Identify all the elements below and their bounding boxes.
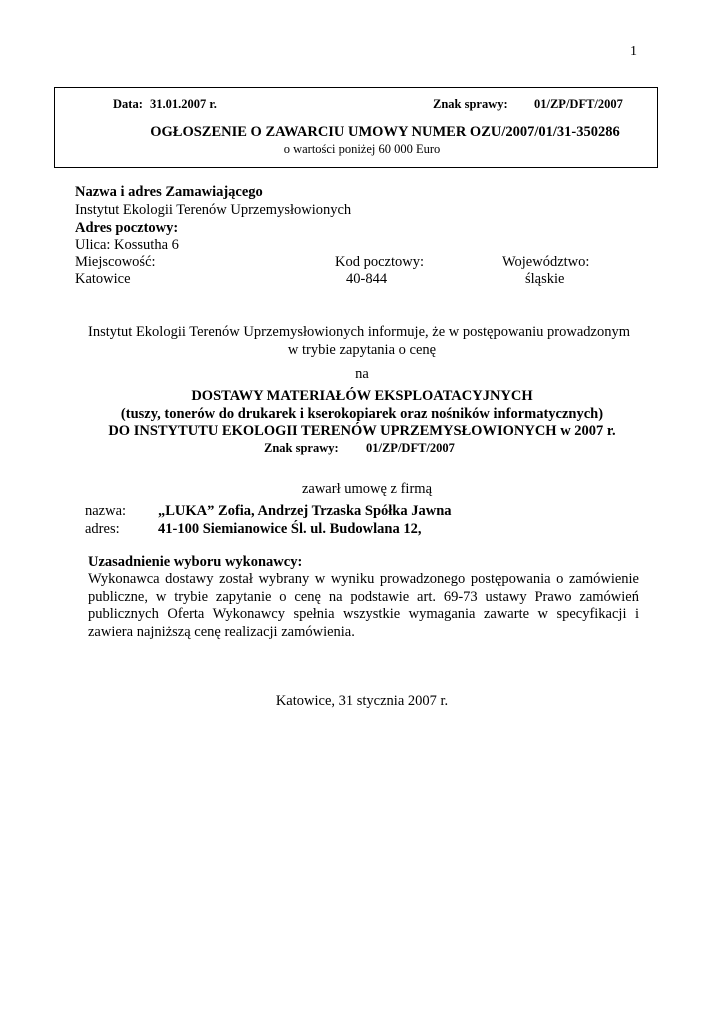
justification-line: Wykonawca dostawy został wybrany w wyniku prowadzonego postępowania o zamówienie	[88, 571, 639, 587]
page-number: 1	[630, 44, 637, 59]
justification-heading: Uzasadnienie wyboru wykonawcy:	[88, 554, 303, 570]
region-label: Województwo:	[502, 254, 590, 270]
postal-code: 40-844	[346, 271, 388, 287]
city: Katowice	[75, 271, 131, 287]
intro-line-1: Instytut Ekologii Terenów Uprzemysłowionych informuje, że w postępowaniu prowadzonym	[88, 324, 630, 340]
subject-line-2: (tuszy, tonerów do drukarek i kserokopiarek oraz nośników informatycznych)	[120, 406, 604, 422]
justification-line: zawiera najniższą cenę realizacji zamówienia.	[88, 624, 355, 641]
region: śląskie	[525, 271, 565, 287]
contractor-name-label: nazwa:	[85, 503, 127, 519]
notice-title: OGŁOSZENIE O ZAWARCIU UMOWY NUMER OZU/2007/01/31-350286	[150, 124, 620, 140]
justification-line: publicznych Oferta Wykonawcy spełnia wszystkie wymagania zawarte w specyfikacji i	[88, 606, 639, 623]
city-label: Miejscowość:	[75, 254, 156, 270]
subject-case-value: 01/ZP/DFT/2007	[366, 441, 455, 455]
place-and-date: Katowice, 31 stycznia 2007 r.	[275, 693, 449, 709]
contractor-name: „LUKA” Zofia, Andrzej Trzaska Spółka Jawna	[158, 503, 452, 519]
contractor-address: 41-100 Siemianowice Śl. ul. Budowlana 12,	[158, 521, 422, 537]
na-text: na	[355, 366, 369, 382]
street: Ulica: Kossutha 6	[75, 237, 179, 253]
contractor-address-label: adres:	[85, 521, 120, 537]
date-label: Data:	[113, 97, 143, 111]
justification-line: publiczne, w trybie zapytanie o cenę na podstawie art. 69-73 ustawy Prawo zamówień	[88, 588, 639, 605]
case-number-label: Znak sprawy:	[433, 97, 508, 111]
subject-line-1: DOSTAWY MATERIAŁÓW EKSPLOATACYJNYCH	[191, 388, 533, 404]
contracting-party-heading: Nazwa i adres Zamawiającego	[75, 184, 263, 200]
concluded-text: zawarł umowę z firmą	[301, 481, 433, 497]
date-value: 31.01.2007 r.	[150, 97, 217, 111]
postal-code-label: Kod pocztowy:	[335, 254, 424, 270]
intro-line-2: w trybie zapytania o cenę	[287, 342, 437, 358]
postal-address-heading: Adres pocztowy:	[75, 220, 179, 236]
justification-text	[88, 571, 639, 642]
subject-line-3: DO INSTYTUTU EKOLOGII TERENÓW UPRZEMYSŁOWIONYCH w 2007 r.	[108, 423, 616, 439]
case-number-value: 01/ZP/DFT/2007	[534, 97, 623, 111]
notice-subtitle: o wartości poniżej 60 000 Euro	[283, 142, 441, 156]
subject-case-label: Znak sprawy:	[264, 441, 339, 455]
contracting-party-name: Instytut Ekologii Terenów Uprzemysłowionych	[75, 202, 352, 218]
